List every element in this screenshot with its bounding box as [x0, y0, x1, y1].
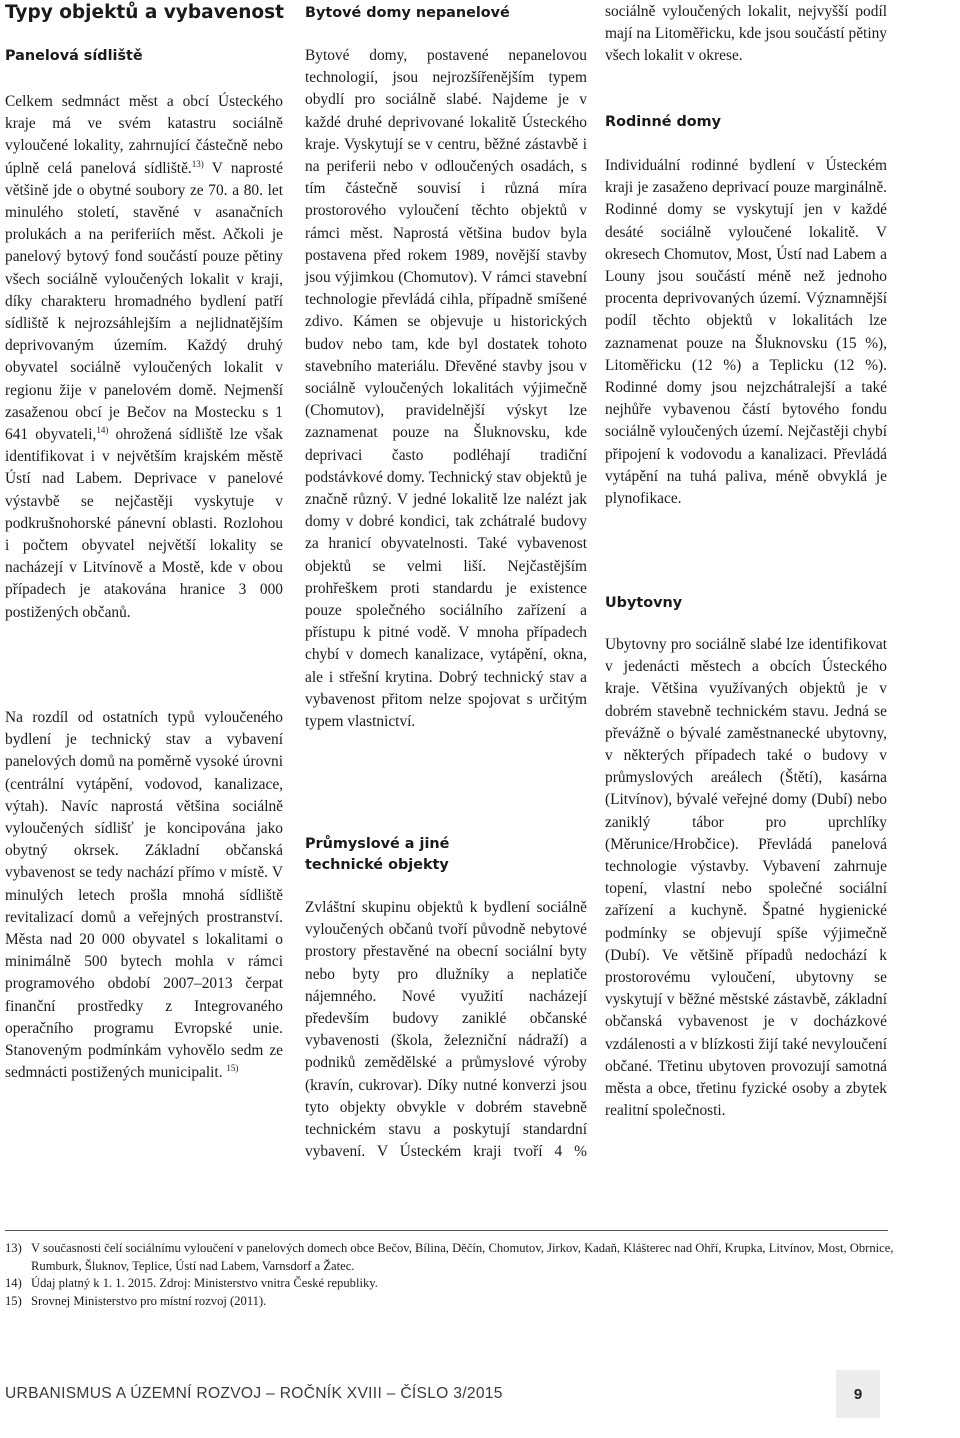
paragraph-prumyslove-1	[305, 897, 587, 1163]
journal-footer: URBANISMUS A ÚZEMNÍ ROZVOJ – ROČNÍK XVIII – ČÍSLO 3/2015	[5, 1385, 503, 1402]
text-span: ohrožená sídliště lze však identifikovat i v největším krajském městě Ústí nad Labem. Deprivace v panelové výstavbě se nejčastěji vyskytuje v podkrušnohorské pánevní oblasti. Rozlohou i počtem obyvatel největší lokality se nacházejí v Litvínově a Mostě, kde v obou případech je atakována hranice 3 000 postižených občanů.	[5, 426, 283, 621]
footnote-number: 13)	[5, 1241, 22, 1255]
text-span: Celkem sedmnáct měst a obcí Ústeckého kraje má ve svém katastru sociálně vyloučené lokality, zahrnující částečně nebo úplně celá panelová sídliště.	[5, 93, 283, 177]
footnote-number: 14)	[5, 1276, 22, 1290]
heading-line-2: technické objekty	[305, 857, 449, 873]
heading-bytove-domy: Bytové domy nepanelové	[305, 5, 510, 21]
paragraph-panelova-1	[5, 91, 283, 624]
footnote-ref-15: 15)	[226, 1063, 239, 1074]
article-title: Typy objektů a vybavenost	[5, 2, 284, 23]
paragraph-ubytovny-1	[605, 634, 887, 1122]
footnotes	[5, 1240, 895, 1310]
footnote-divider	[5, 1230, 888, 1231]
paragraph-panelova-2	[5, 707, 283, 1084]
heading-rodinne-domy: Rodinné domy	[605, 114, 722, 130]
text-span: Na rozdíl od ostatních typů vyloučeného bydlení je technický stav a vybavení panelových domů na poměrně vysoké úrovni (centrální vytápění, vodovod, kanalizace, výtah). Navíc naprostá většina sociálně vyloučených sídlišť je koncipována jako obytný okrsek. Základní občanská vybavenost se tedy nachází přímo v místě. V minulých letech prošla mnohá sídliště revitalizací domů a veřejných prostranství. Města nad 20 000 obyvatel s lokalitami o minimálně 500 bytech mohla v rámci programového období 2007–2013 čerpat finanční prostředky z Integrovaného operačního programu Evropské unie. Stanoveným podmínkám vyhovělo sedm ze sedmnácti postižených municipalit.	[5, 709, 283, 1082]
footnote-text: Srovnej Ministerstvo pro místní rozvoj (2011).	[31, 1293, 267, 1308]
paragraph-rodinne-1	[605, 155, 887, 510]
paragraph-text: sociálně vyloučených lokalit, nejvyšší podíl mají na Litoměřicku, kde jsou součástí pětiny všech lokalit v okrese.	[605, 3, 887, 65]
paragraph-bytove-1	[305, 45, 587, 733]
page-number: 9	[836, 1370, 880, 1418]
footnote-text: V současnosti čelí sociálnímu vyloučení v panelových domech obce Bečov, Bílina, Děčín, Chomutov, Jirkov, Kadaň, Klášterec nad Ohří, Krupka, Litvínov, Most, Obrnice, Rumburk, Šluknov, Teplice, Ústí nad Labem, Varnsdorf a Žatec.	[31, 1241, 894, 1273]
heading-prumyslove-objekty	[305, 834, 449, 876]
paragraph-prumyslove-continued	[605, 1, 887, 68]
footnote-number: 15)	[5, 1293, 22, 1308]
paragraph-text: Bytové domy, postavené nepanelovou technologií, jsou nejrozšířenějším typem obydlí pro sociálně slabé. Najdeme je v každé druhé deprivované lokalitě Ústeckého kraje. Vyskytují se v centru, běžné zástavbě i na periferii nebo v odloučených osadách, s tím částečně souvisí i různá míra prostorového vyloučení těchto objektů v rámci měst. Naprostá většina budov byla postavena před rokem 1989, novější stavby jsou výjimkou (Chomutov). V rámci stavební technologie převládá cihla, případně smíšené zdivo. Kámen se objevuje u historických budov nebo tam, kde byl dostatek tohoto stavebního materiálu. Dřevěné stavby jsou v sociálně vyloučených lokalitách výjimečně (Chomutov), pravidelnější výskyt lze zaznamenat pouze na Šluknovsku, kde deprivaci často podléhají tradiční podstávkové domy. Technický stav objektů je značně různý. V jedné lokalitě lze nalézt jak domy v dobré kondici, tak zchátralé budovy za hranicí obyvatelnosti. Také vybavenost objektů se velmi liší. Nejčastějším prohřeškem proti standardu je existence pouze společného sociálního zařízení a přístupu k pitné vodě. V mnoha případech chybí v domech kanalizace, vytápění, okna, ale i střešní krytina. Dobrý technický stav a vybavenost přitom nelze spojovat s určitým typem vlastnictví.	[305, 47, 587, 731]
text-span: V naprosté většině jde o obytné soubory ze 70. a 80. let minulého století, stavěné v asanačních prolukách a na periferiích měst. Ačkoli je panelový bytový fond součástí pouze pětiny všech sociálně vyloučených lokalit v kraji, díky charakteru hromadného bydlení patří sídliště k nejrozsáhlejším a nejlidnatějším deprivovaným územím. Každý druhý obyvatel sociálně vyloučených lokalit v regionu žije v panelovém domě. Nejmenší zasaženou obcí je Bečov na Mostecku s 1 641 obyvateli,	[5, 159, 283, 444]
paragraph-text: Zvláštní skupinu objektů k bydlení sociálně vyloučených občanů tvoří původně nebytové prostory přestavěné na obecní sociální byty nebo byty pro dlužníky a neplatiče nájemného. Nové využití nacházejí především budovy zaniklé občanské vybavenosti (škola, železniční nádraží) a podniků zemědělské a průmyslové výroby (kravín, cukrovar). Díky nutné konverzi jsou tyto objekty obvykle v dobrém stavebně technickém stavu a poskytují standardní vybavení. V Ústeckém kraji tvoří 4 %	[305, 899, 587, 1161]
paragraph-text: Ubytovny pro sociálně slabé lze identifikovat v jedenácti městech a obcích Ústeckého kraje. Většina využívaných objektů je v dobrém stavebně technickém stavu. Jedná se převážně o bývalé zaměstnanecké ubytovny, v některých případech také o budovy v průmyslových areálech (Štětí), kasárna (Litvínov), bývalé veřejné domy (Dubí) nebo zaniklý tábor pro uprchlíky (Měrunice/Hrobčice). Převládá panelová technologie výstavby. Vybavení zahrnuje topení, vlastní nebo společné sociální zařízení a kuchyně. Špatné hygienické podmínky se objevují spíše výjimečně (Dubí). Ve většině případů nedochází k prostorovému vyloučení, ubytovny se vyskytují v běžné městské zástavbě, základní občanská vybavenost je v docházkové vzdálenosti a v blízkosti žijí také nevyloučení občané. Třetinu ubytoven provozují samotná města a obce, třetinu fyzické osoby a zbytek realitní společnosti.	[605, 636, 887, 1120]
footnote-13	[5, 1240, 895, 1275]
heading-line-1: Průmyslové a jiné	[305, 836, 450, 852]
paragraph-text: Individuální rodinné bydlení v Ústeckém kraji je zasaženo deprivací pouze marginálně. Rodinné domy se vyskytují jen v každé desáté sociálně vyloučené lokalitě. V okresech Chomutov, Most, Ústí nad Labem a Louny jsou součástí méně než jednoho procenta deprivovaných území. Významnější podíl těchto objektů v lokalitách lze zaznamenat pouze na Šluknovsku (15 %), Litoměřicku (12 %) a Teplicku (12 %). Rodinné domy jsou nejzchátralejší a také nejhůře vybavenou částí bytového fondu sociálně vyloučených území. Nejčastěji chybí připojení k vodovodu a kanalizaci. Převládá vytápění na tuhá paliva, méně obvyklá je plynofikace.	[605, 157, 887, 508]
footnote-text: Údaj platný k 1. 1. 2015. Zdroj: Ministerstvo vnitra České republiky.	[31, 1276, 378, 1290]
footnote-14	[5, 1275, 895, 1293]
footnote-15	[5, 1293, 895, 1311]
footnote-ref-13: 13)	[191, 158, 204, 169]
heading-panelova-sidliste: Panelová sídliště	[5, 48, 143, 64]
footnote-ref-14: 14)	[96, 424, 109, 435]
heading-ubytovny: Ubytovny	[605, 595, 683, 611]
